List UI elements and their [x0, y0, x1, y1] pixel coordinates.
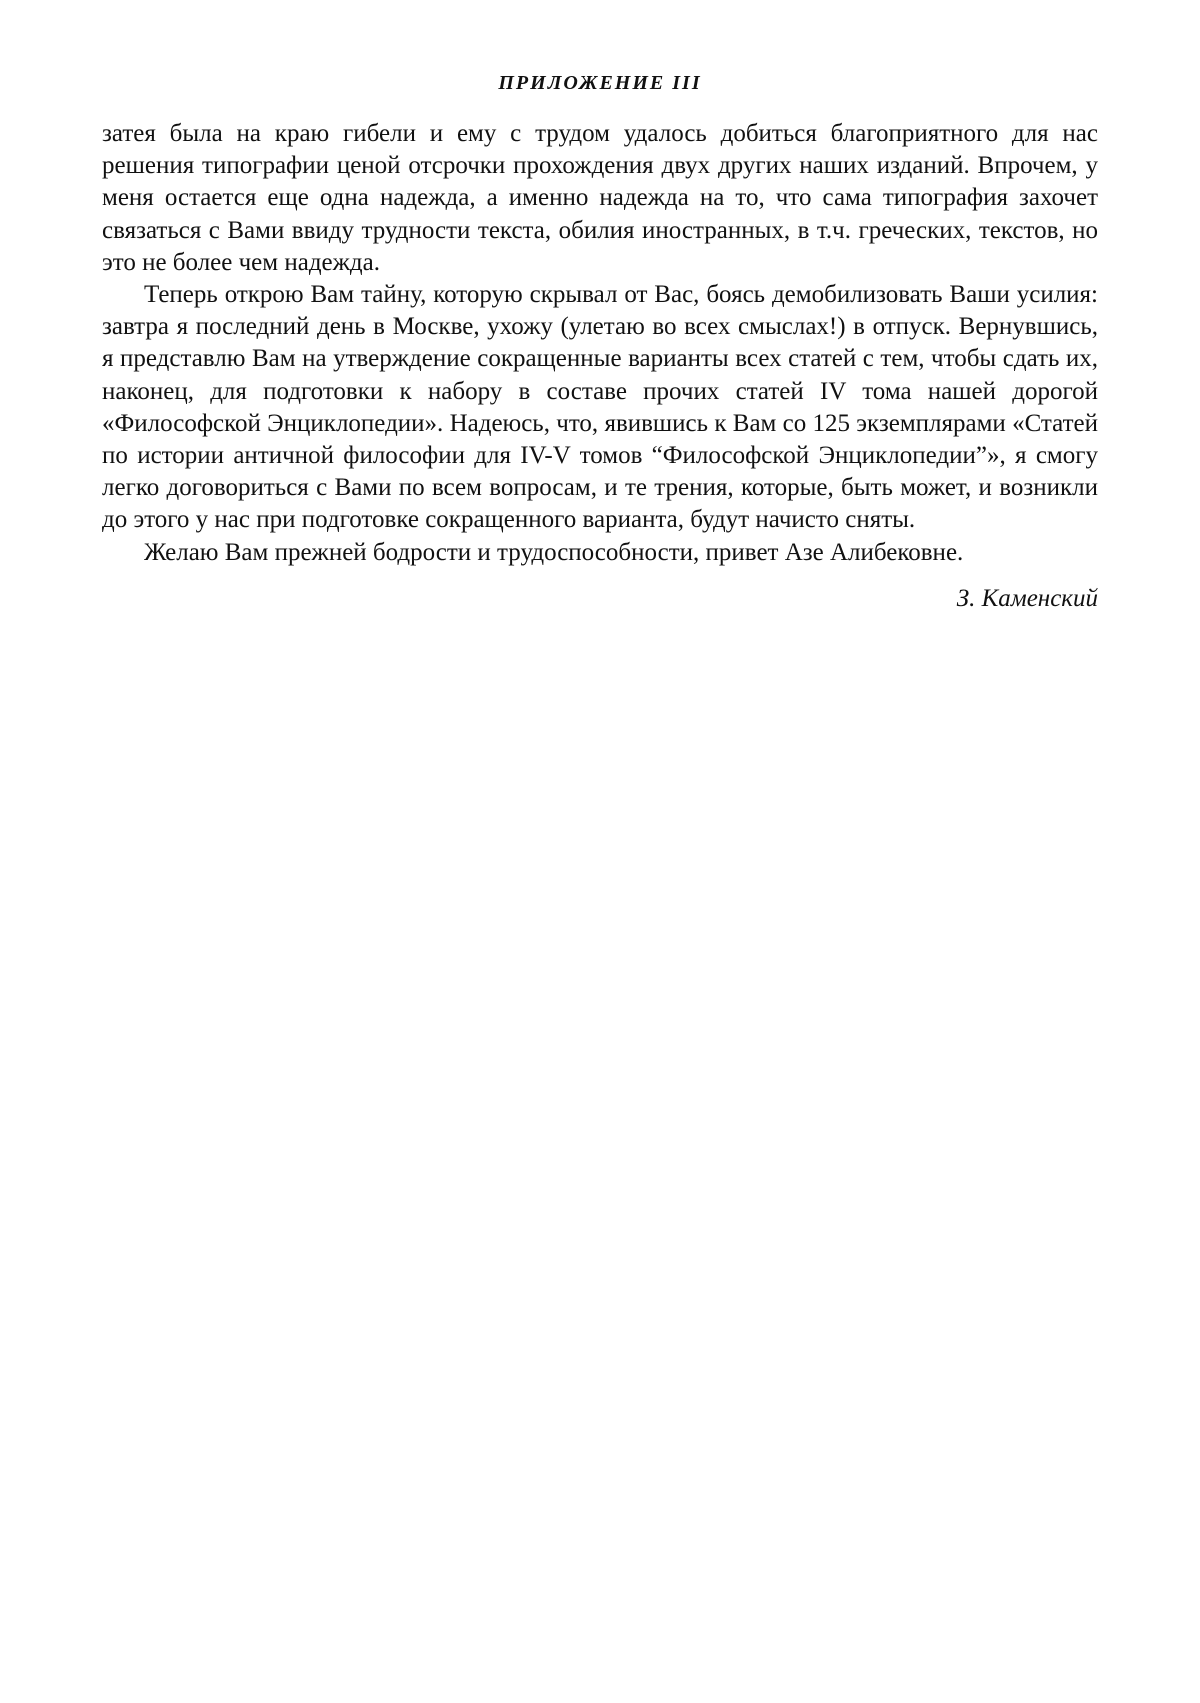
paragraph-secret: Теперь открою Вам тайну, которую скрывал от Вас, боясь демобилизовать Ваши усилия: завтра я последний день в Москве, ухожу (улетаю во всех смыслах!) в отпуск. Вернувшись, я представлю Вам на утверждение сокращенные варианты всех статей с тем, чтобы сдать их, наконец, для подготовки к набору в составе прочих статей IV тома нашей дорогой «Философской Энциклопедии». Надеюсь, что, явившись к Вам со 125 экземплярами «Статей по истории античной философии для IV-V томов “Философской Энциклопедии”», я смогу легко договориться с Вами по всем вопросам, и те трения, которые, быть может, и возникли до этого у нас при подготовке сокращенного варианта, будут начисто сняты.: [102, 281, 1098, 534]
paragraph-continuation: затея была на краю гибели и ему с трудом удалось добиться благоприятного для нас решения типографии ценой отсрочки прохождения двух других наших изданий. Впрочем, у меня остается еще одна надежда, а именно надежда на то, что сама типография захочет связаться с Вами ввиду трудности текста, обилия иностранных, в т.ч. греческих, текстов, но это не более чем надежда.: [102, 120, 1098, 276]
paragraph-closing-wishes: Желаю Вам прежней бодрости и трудоспособности, привет Азе Алибековне.: [144, 538, 964, 566]
signature: З. Каменский: [956, 584, 1098, 612]
letter-body: [102, 118, 1098, 615]
running-header: ПРИЛОЖЕНИЕ III: [498, 72, 702, 94]
